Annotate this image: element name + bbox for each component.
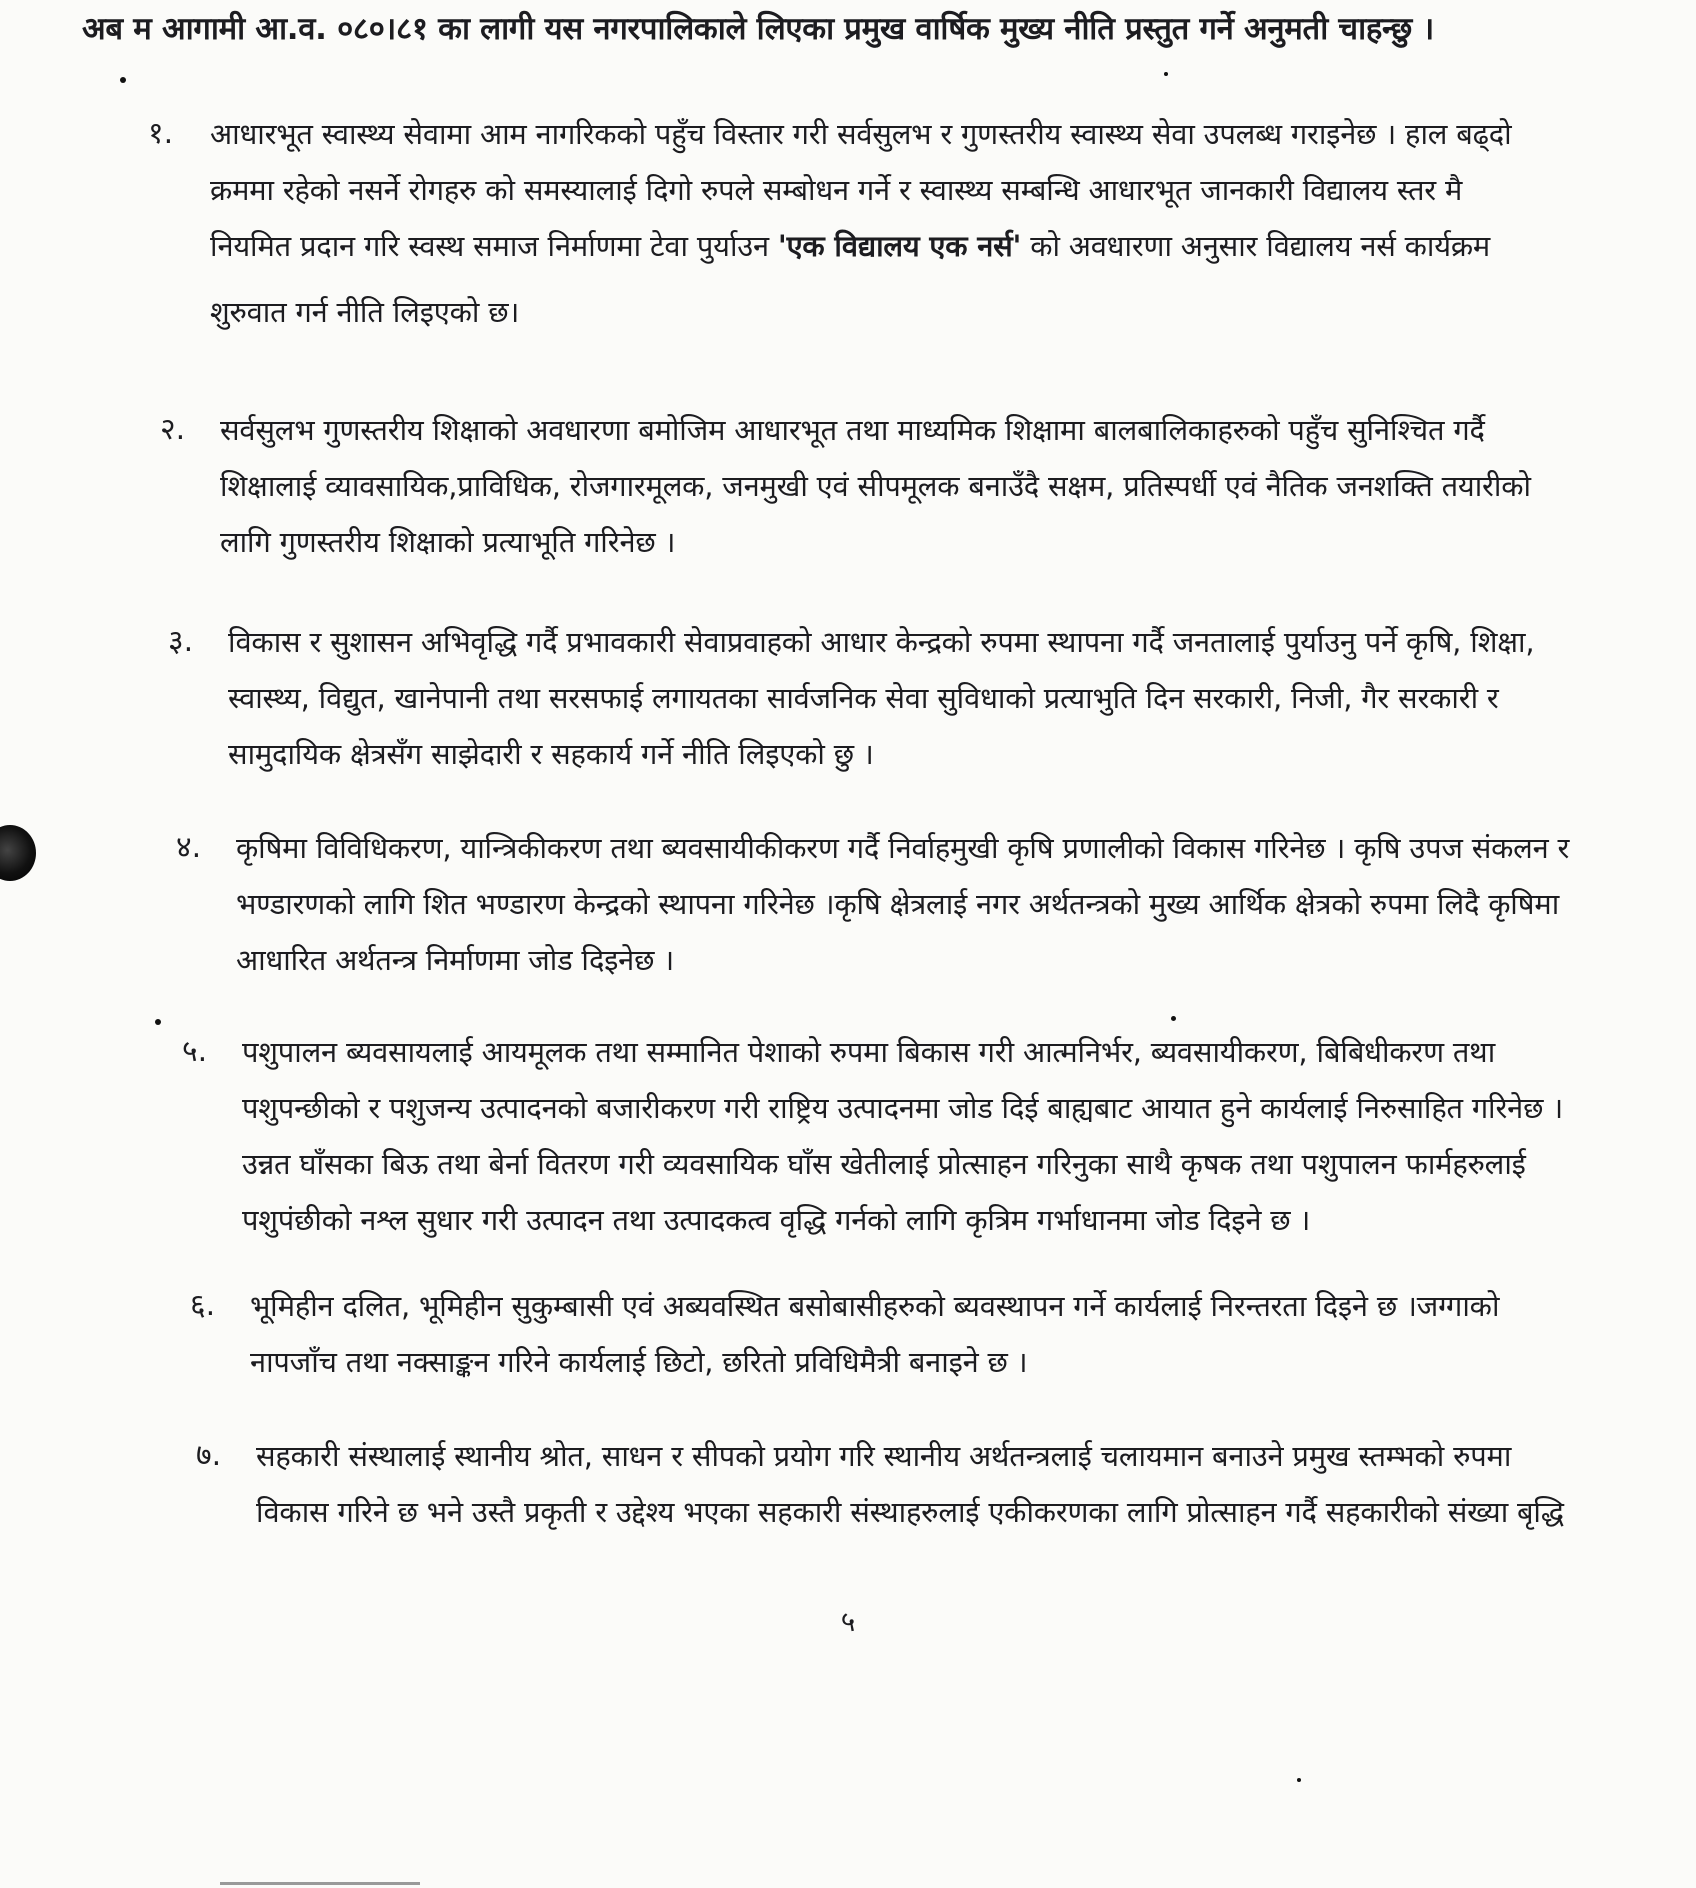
item-text <box>256 1428 1696 1540</box>
item-line: पशुपन्छीको र पशुजन्य उत्पादनको बजारीकरण गरी राष्ट्रिय उत्पादनमा जोड दिई बाह्यबाट आयात हुने कार्यलाई निरुसाहित गरिनेछ । <box>242 1091 1564 1125</box>
item-line-part: को अवधारणा अनुसार विद्यालय नर्स कार्यक्रम <box>1021 229 1491 263</box>
scan-speck <box>120 77 126 83</box>
item-line: स्वास्थ्य, विद्युत, खानेपानी तथा सरसफाई लगायतका सार्वजनिक सेवा सुविधाको प्रत्याभुति दिन सरकारी, निजी, गैर सरकारी र <box>228 681 1499 715</box>
item-line: पशुपालन ब्यवसायलाई आयमूलक तथा सम्मानित पेशाको रुपमा बिकास गरी आत्मनिर्भर, ब्यवसायीकरण, बिबिधीकरण तथा <box>242 1035 1496 1069</box>
item-number: ५. <box>182 1034 208 1069</box>
item-line: क्रममा रहेको नसर्ने रोगहरु को समस्यालाई दिगो रुपले सम्बोधन गर्ने र स्वास्थ्य सम्बन्धि आधारभूत जानकारी विद्यालय स्तर मै <box>210 173 1463 207</box>
policy-item-4 <box>176 820 1696 990</box>
item-line <box>210 218 1696 274</box>
scan-speck <box>1297 1778 1301 1782</box>
item-line: शिक्षालाई व्यावसायिक,प्राविधिक, रोजगारमूलक, जनमुखी एवं सीपमूलक बनाउँदै सक्षम, प्रतिस्पर्धी एवं नैतिक जनशक्ति तयारीको <box>220 469 1531 503</box>
bold-phrase: 'एक विद्यालय एक नर्स' <box>777 229 1022 263</box>
page-number: ५ <box>840 1605 856 1638</box>
scan-speck <box>1171 1016 1176 1021</box>
item-text <box>242 1024 1696 1248</box>
item-line: सहकारी संस्थालाई स्थानीय श्रोत, साधन र सीपको प्रयोग गरि स्थानीय अर्थतन्त्रलाई चलायमान बनाउने प्रमुख स्तम्भको रुपमा <box>256 1439 1512 1473</box>
policy-item-1 <box>148 106 1696 346</box>
item-text <box>228 614 1696 782</box>
item-line: लागि गुणस्तरीय शिक्षाको प्रत्याभूति गरिनेछ । <box>220 525 676 559</box>
scan-speck <box>155 1019 161 1025</box>
item-text <box>250 1278 1696 1390</box>
page-heading: अब म आगामी आ.व. ०८०।८१ का लागी यस नगरपालिकाले लिएका प्रमुख वार्षिक मुख्य नीति प्रस्तुत गर्ने अनुमती चाहन्छु । <box>82 11 1434 47</box>
item-line: भण्डारणको लागि शित भण्डारण केन्द्रको स्थापना गरिनेछ ।कृषि क्षेत्रलाई नगर अर्थतन्त्रको मुख्य आर्थिक क्षेत्रको रुपमा लिदै कृषिमा <box>236 887 1560 921</box>
item-line: आधारित अर्थतन्त्र निर्माणमा जोड दिइनेछ । <box>236 943 675 977</box>
scan-edge-mark <box>220 1882 420 1885</box>
item-line-part: नियमित प्रदान गरि स्वस्थ समाज निर्माणमा टेवा पुर्याउन <box>210 229 778 263</box>
item-number: ४. <box>176 830 202 865</box>
item-line: उन्नत घाँसका बिऊ तथा बेर्ना वितरण गरी व्यवसायिक घाँस खेतीलाई प्रोत्साहन गरिनुका साथै कृषक तथा पशुपालन फार्महरुलाई <box>242 1147 1526 1181</box>
item-number: १. <box>148 116 174 151</box>
item-line: सामुदायिक क्षेत्रसँग साझेदारी र सहकार्य गर्ने नीति लिइएको छु । <box>228 737 874 771</box>
punch-hole <box>0 825 36 881</box>
item-line: सर्वसुलभ गुणस्तरीय शिक्षाको अवधारणा बमोजिम आधारभूत तथा माध्यमिक शिक्षामा बालबालिकाहरुको पहुँच सुनिश्चित गर्दै <box>220 413 1485 447</box>
item-text <box>236 820 1696 988</box>
policy-item-3 <box>168 614 1696 784</box>
item-line: कृषिमा विविधिकरण, यान्त्रिकीकरण तथा ब्यवसायीकीकरण गर्दै निर्वाहमुखी कृषि प्रणालीको विकास गरिनेछ । कृषि उपज संकलन र <box>236 831 1570 865</box>
item-number: ३. <box>168 624 194 659</box>
item-line: विकास र सुशासन अभिवृद्धि गर्दै प्रभावकारी सेवाप्रवाहको आधार केन्द्रको रुपमा स्थापना गर्दै जनतालाई पुर्याउनु पर्ने कृषि, शिक्षा, <box>228 625 1535 659</box>
item-line: शुरुवात गर्न नीति लिइएको छ। <box>210 295 520 329</box>
item-line: आधारभूत स्वास्थ्य सेवामा आम नागरिकको पहुँच विस्तार गरी सर्वसुलभ र गुणस्तरीय स्वास्थ्य सेवा उपलब्ध गराइनेछ । हाल बढ्दो <box>210 117 1512 151</box>
policy-item-7 <box>196 1428 1696 1548</box>
item-number: २. <box>160 412 186 447</box>
policy-item-6 <box>190 1278 1696 1398</box>
item-text <box>220 402 1696 570</box>
item-line: भूमिहीन दलित, भूमिहीन सुकुम्बासी एवं अब्यवस्थित बसोबासीहरुको ब्यवस्थापन गर्ने कार्यलाई निरन्तरता दिइने छ ।जग्गाको <box>250 1289 1500 1323</box>
item-number: ६. <box>190 1288 216 1323</box>
policy-item-2 <box>160 402 1696 572</box>
item-line: नापजाँच तथा नक्साङ्कन गरिने कार्यलाई छिटो, छरितो प्रविधिमैत्री बनाइने छ । <box>250 1345 1028 1379</box>
item-line: विकास गरिने छ भने उस्तै प्रकृती र उद्देश्य भएका सहकारी संस्थाहरुलाई एकीकरणका लागि प्रोत्साहन गर्दै सहकारीको संख्या बृद्धि <box>256 1495 1564 1529</box>
item-line: पशुपंछीको नश्ल सुधार गरी उत्पादन तथा उत्पादकत्व वृद्धि गर्नको लागि कृत्रिम गर्भाधानमा जोड दिइने छ । <box>242 1203 1311 1237</box>
scan-speck <box>1164 72 1168 76</box>
item-text <box>210 106 1696 340</box>
item-number: ७. <box>196 1438 222 1473</box>
policy-item-5 <box>182 1024 1696 1254</box>
